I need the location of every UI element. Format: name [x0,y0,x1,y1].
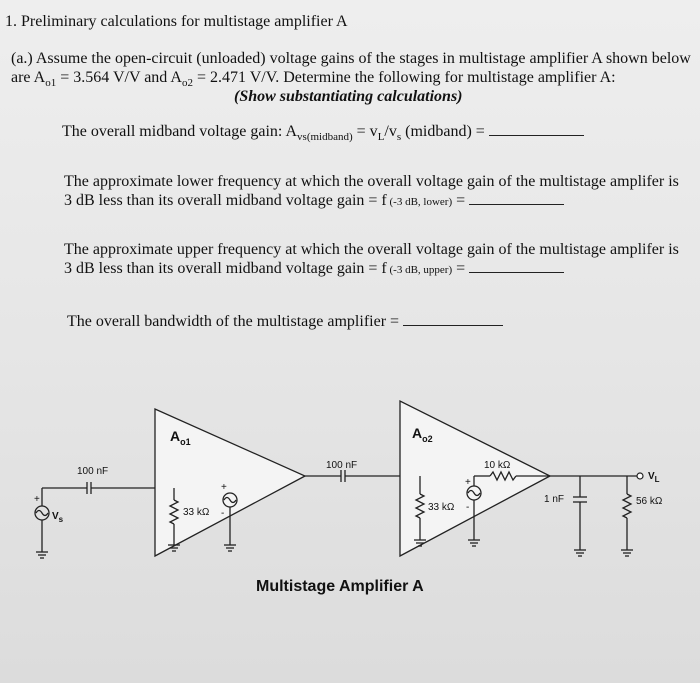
src1-plus: + [221,482,227,493]
cl-label: 1 nF [544,494,565,505]
amp2-label: $A_{o2}$ [412,425,433,444]
rs-label: 10 kΩ [484,460,511,471]
vs-plus: + [34,494,40,505]
question-upper-frequency-line1: The approximate upper frequency at which the overall voltage gain of the multistage amplifer is [64,241,679,258]
question-upper-frequency-line2: 3 dB less than its overall midband voltage gain = f (-3 dB, upper) = [64,260,564,278]
c1-label: 100 nF [77,466,109,477]
amp1-label: $A_{o1}$ [170,428,191,447]
rl-label: 56 kΩ [636,496,663,507]
c2-label: 100 nF [326,460,358,471]
vl-label: $V_L$ [648,471,660,484]
question-midband-gain: The overall midband voltage gain: $A_{vs(midband)} = v_L/v_s$ (midband) = [62,123,584,143]
r2-label: 33 kΩ [428,502,455,513]
problem-title: 1. Preliminary calculations for multistage amplifier A [5,13,348,30]
question-lower-frequency-line1: The approximate lower frequency at which the overall voltage gain of the multistage amplifer is [64,173,679,190]
src1-minus: - [221,508,225,519]
src2-minus: - [466,502,470,513]
circuit-caption: Multistage Amplifier A [256,578,424,595]
intro-line-1: (a.) Assume the open-circuit (unloaded) voltage gains of the stages in multistage amplifier A shown below [11,50,691,67]
intro-line-2: are $A_{o1} = 3.564$ V/V and $A_{o2} = 2.471$ V/V. Determine the following for multistage amplifier A: [11,69,616,90]
question-bandwidth: The overall bandwidth of the multistage amplifier = [67,313,503,331]
src2-plus: + [465,477,471,488]
r1-label: 33 kΩ [183,507,210,518]
instruction-text: (Show substantiating calculations) [234,88,463,105]
vs-label: $V_s$ [52,511,64,524]
question-lower-frequency-line2: 3 dB less than its overall midband voltage gain = f (-3 dB, lower) = [64,192,564,210]
